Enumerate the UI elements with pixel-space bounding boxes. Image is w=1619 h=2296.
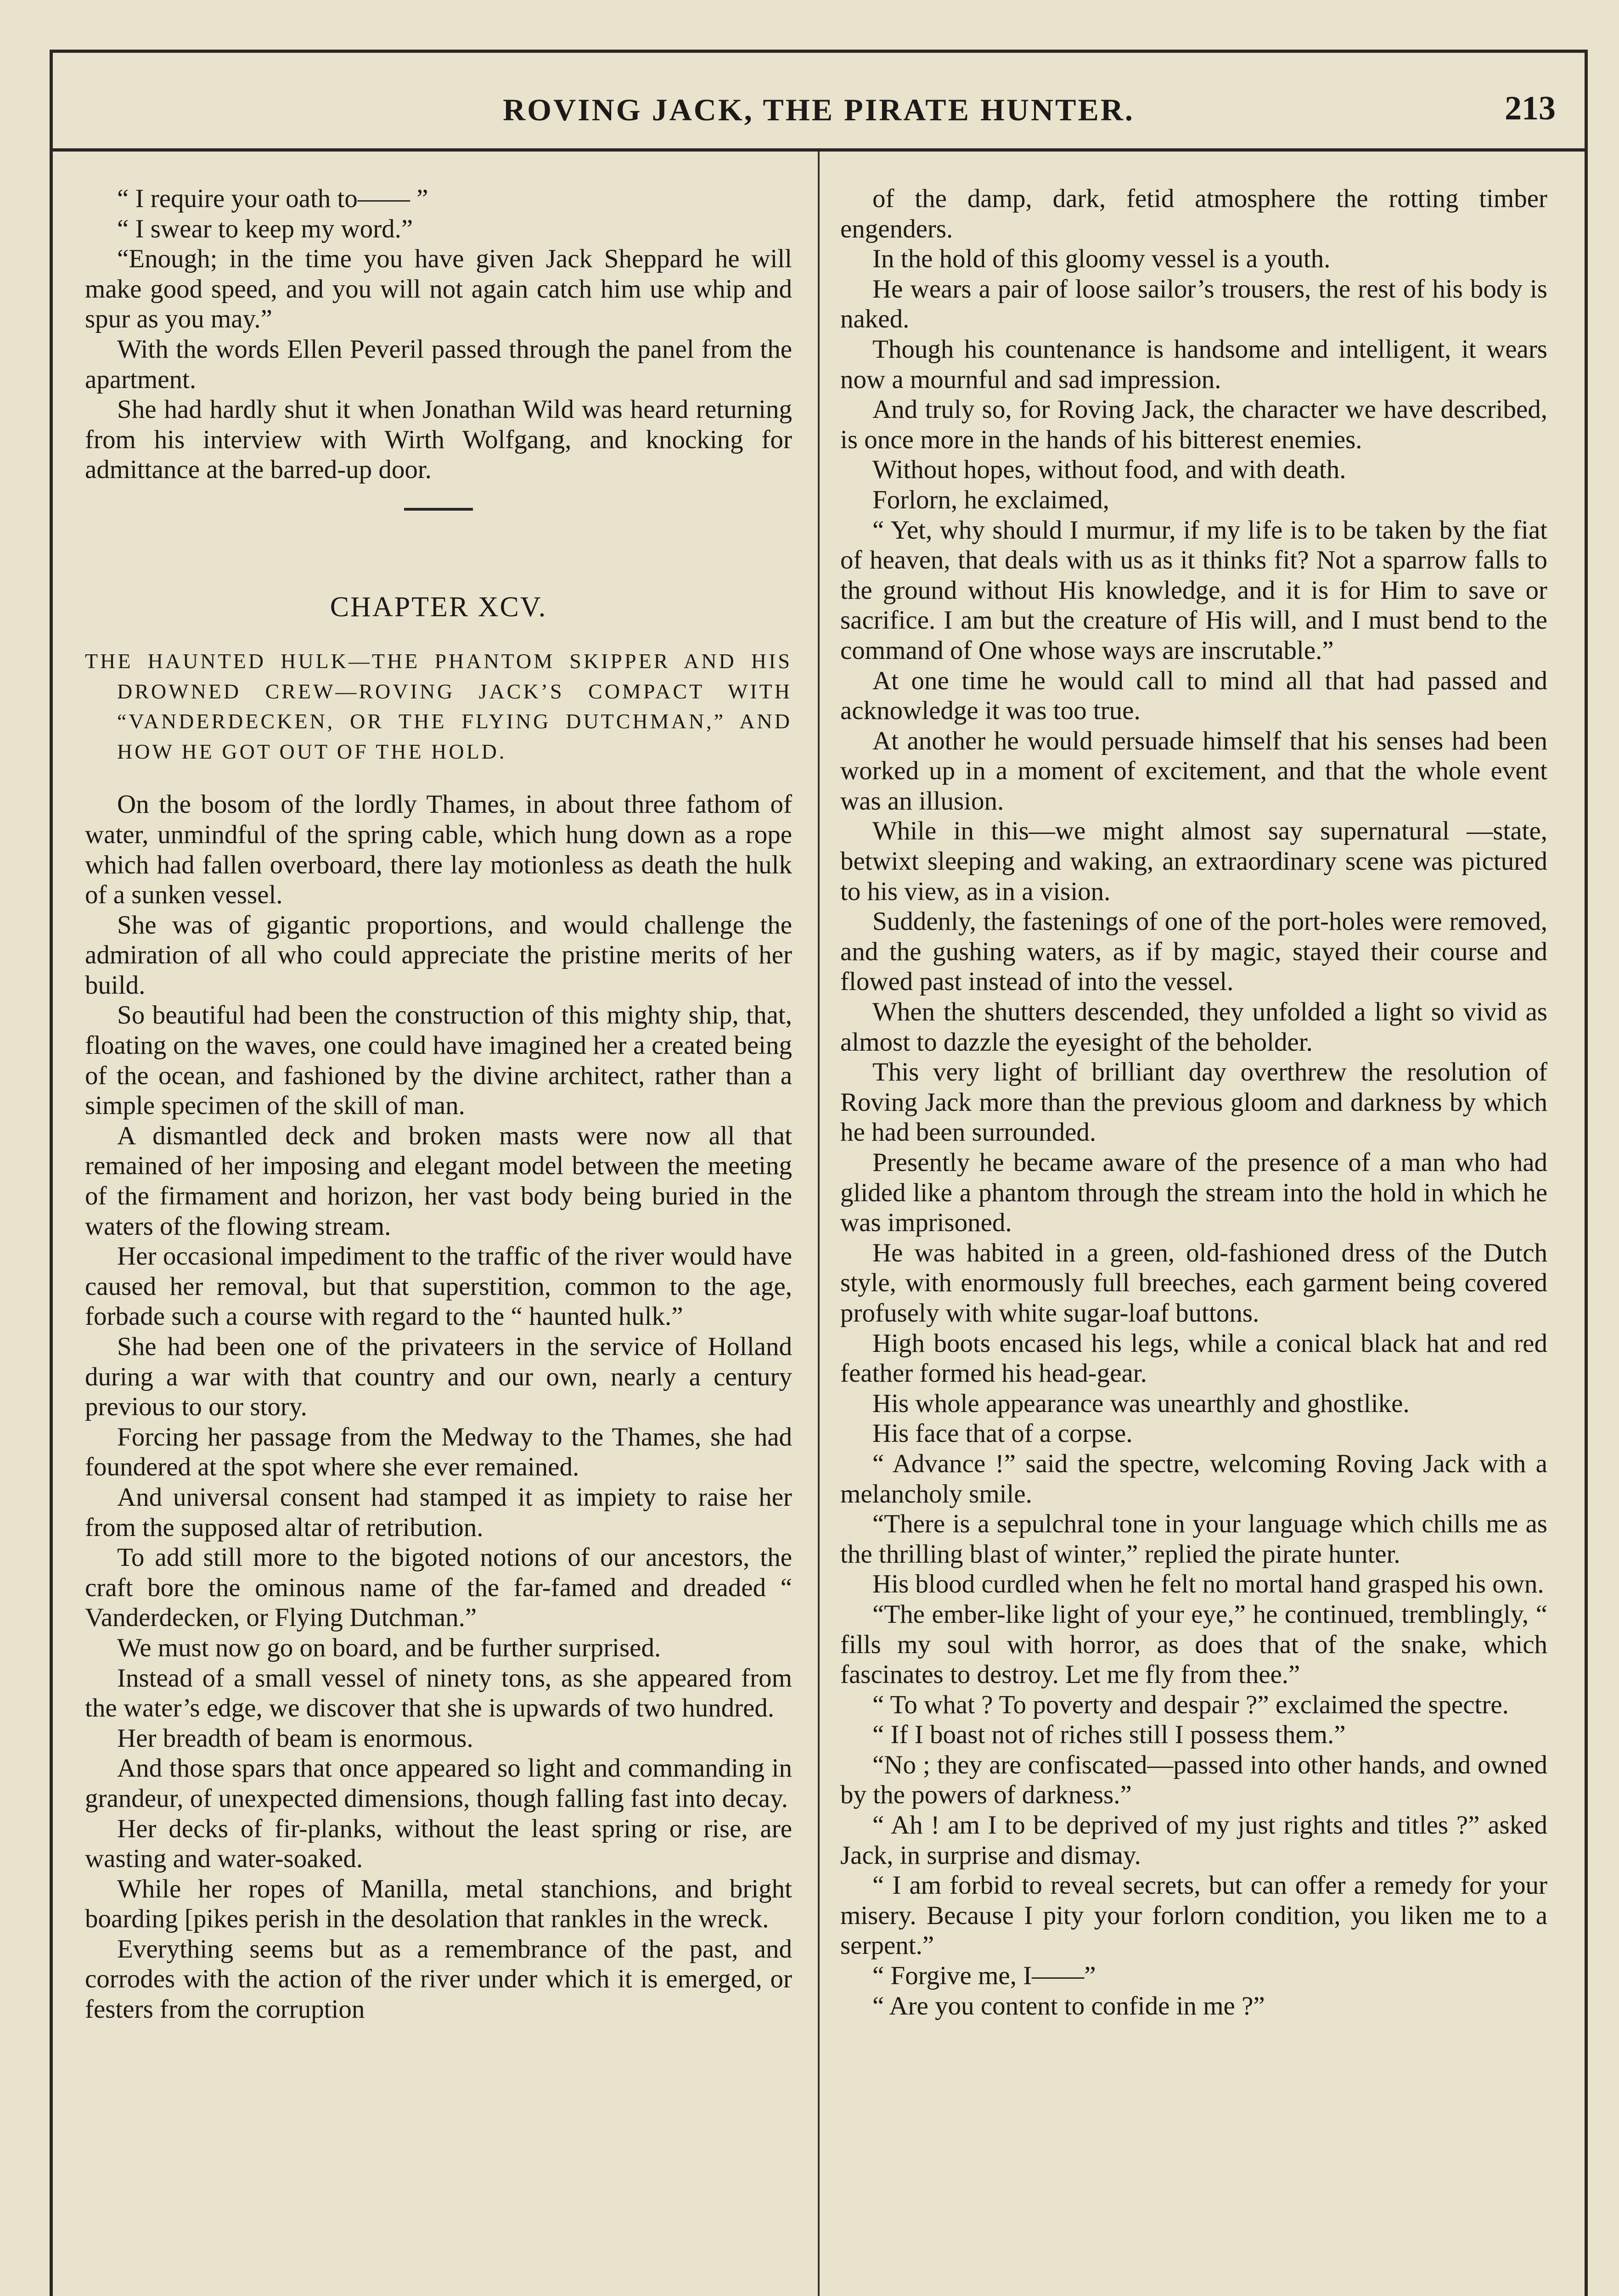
paragraph: “ To what ? To poverty and despair ?” exclaimed the spectre. <box>872 1690 1509 1719</box>
page-number: 213 <box>1505 90 1556 127</box>
paragraph: High boots encased his legs, while a conical black hat and red feather formed his head-gear. <box>840 1328 1547 1388</box>
paragraph: He wears a pair of loose sailor’s trousers, the rest of his body is naked. <box>840 274 1547 334</box>
paragraph: And universal consent had stamped it as impiety to raise her from the supposed altar of retribution. <box>85 1482 792 1542</box>
paragraph: And truly so, for Roving Jack, the character we have described, is once more in the hands of his bitterest enemies. <box>840 395 1547 454</box>
paragraph: This very light of brilliant day overthrew the resolution of Roving Jack more than the previous gloom and darkness by which he had been surrounded. <box>840 1058 1547 1147</box>
paragraph: When the shutters descended, they unfolded a light so vivid as almost to dazzle the eyesight of the beholder. <box>840 997 1547 1057</box>
paragraph: And those spars that once appeared so light and commanding in grandeur, of unexpected dimensions, though falling fast into decay. <box>85 1754 792 1813</box>
paragraph: To add still more to the bigoted notions of our ancestors, the craft bore the ominous name of the far-famed and dreaded “ Vanderdecken, or Flying Dutchman.” <box>85 1543 792 1632</box>
paragraph: “ Forgive me, I——” <box>872 1961 1096 1991</box>
paragraph: “ Advance !” said the spectre, welcoming Roving Jack with a melancholy smile. <box>840 1449 1547 1508</box>
paragraph: His face that of a corpse. <box>872 1419 1133 1448</box>
paragraph: He was habited in a green, old-fashioned dress of the Dutch style, with enormously full breeches, each garment being covered profusely with white sugar-loaf buttons. <box>840 1238 1547 1328</box>
paragraph: “ If I boast not of riches still I possess them.” <box>872 1720 1346 1750</box>
paragraph: “ I am forbid to reveal secrets, but can offer a remedy for your misery. Because I pity your forlorn condition, you liken me to a serpent.” <box>840 1871 1547 1960</box>
paragraph: We must now go on board, and be further surprised. <box>117 1633 661 1662</box>
paragraph: At another he would persuade himself that his senses had been worked up in a moment of excitement, and that the whole event was an illusion. <box>840 726 1547 816</box>
paragraph: She was of gigantic proportions, and would challenge the admiration of all who could appreciate the pristine merits of her build. <box>85 910 792 1000</box>
paragraph: In the hold of this gloomy vessel is a youth. <box>872 244 1331 274</box>
running-head <box>50 50 1588 153</box>
paragraph: Suddenly, the fastenings of one of the port-holes were removed, and the gushing waters, as if by magic, stayed their course and flowed past instead of into the vessel. <box>840 907 1547 996</box>
running-title: ROVING JACK, THE PIRATE HUNTER. <box>503 92 1135 127</box>
paragraph: Her breadth of beam is enormous. <box>117 1723 473 1753</box>
paragraph: She had been one of the privateers in the service of Holland during a war with that country and our own, nearly a century previous to our story. <box>85 1332 792 1422</box>
paragraph: “ I swear to keep my word.” <box>117 214 413 243</box>
paragraph: “The ember-like light of your eye,” he continued, tremblingly, “ fills my soul with horror, as does that of the snake, which fascinates to destroy. Let me fly from thee.” <box>840 1599 1547 1689</box>
paragraph: Presently he became aware of the presence of a man who had glided like a phantom through the stream into the hold in which he was imprisoned. <box>840 1148 1547 1238</box>
paragraph: At one time he would call to mind all that had passed and acknowledge it was too true. <box>840 666 1547 726</box>
paragraph: Her occasional impediment to the traffic of the river would have caused her removal, but that superstition, common to the age, forbade such a course with regard to the “ haunted hulk.” <box>85 1242 792 1331</box>
paragraph: “ Ah ! am I to be deprived of my just rights and titles ?” asked Jack, in surprise and dismay. <box>840 1811 1547 1870</box>
header-rule <box>50 148 1588 152</box>
paragraph: Forcing her passage from the Medway to the Thames, she had foundered at the spot where she ever remained. <box>85 1422 792 1482</box>
paragraph: While in this—we might almost say supernatural —state, betwixt sleeping and waking, an extraordinary scene was pictured to his view, as in a vision. <box>840 816 1547 906</box>
paragraph: “Enough; in the time you have given Jack Sheppard he will make good speed, and you will not again catch him use whip and spur as you may.” <box>85 244 792 334</box>
paragraph: of the damp, dark, fetid atmosphere the rotting timber engenders. <box>840 184 1547 243</box>
scene-break-rule <box>404 508 473 511</box>
paragraph: With the words Ellen Peveril passed through the panel from the apartment. <box>85 334 792 394</box>
left-paragraphs-after <box>85 789 792 2024</box>
paragraph: Forlorn, he exclaimed, <box>872 485 1110 514</box>
paragraph: “There is a sepulchral tone in your language which chills me as the thrilling blast of winter,” replied the pirate hunter. <box>840 1509 1547 1569</box>
paragraph: His whole appearance was unearthly and ghostlike. <box>872 1389 1410 1418</box>
paragraph: Her decks of fir-planks, without the least spring or rise, are wasting and water-soaked. <box>85 1814 792 1874</box>
left-paragraphs-before <box>85 184 792 485</box>
paragraph: Without hopes, without food, and with death. <box>872 455 1346 484</box>
paragraph: So beautiful had been the construction of this mighty ship, that, floating on the waves, one could have imagined her a created being of the ocean, and fashioned by the divine architect, rather than a simple specimen of the skill of man. <box>85 1001 792 1120</box>
paragraph: While her ropes of Manilla, metal stanchions, and bright boarding [pikes perish in the desolation that rankles in the wreck. <box>85 1874 792 1934</box>
paragraph: Instead of a small vessel of ninety tons, as she appeared from the water’s edge, we discover that she is upwards of two hundred. <box>85 1663 792 1723</box>
paragraph: “No ; they are confiscated—passed into other hands, and owned by the powers of darkness.” <box>840 1750 1547 1810</box>
right-column <box>840 184 1547 2021</box>
paragraph: On the bosom of the lordly Thames, in about three fathom of water, unmindful of the spring cable, which hung down as a rope which had fallen overboard, there lay motionless as death the hulk of a sunken vessel. <box>85 790 792 910</box>
chapter-title: CHAPTER XCV. <box>330 591 547 623</box>
chapter-summary-text: THE HAUNTED HULK—THE PHANTOM SKIPPER AND HIS DROWNED CREW—ROVING JACK’S COMPACT WITH “VANDERDECKEN, OR THE FLYING DUTCHMAN,” AND HOW HE GOT OUT OF THE HOLD. <box>85 649 792 763</box>
chapter-summary <box>85 646 792 766</box>
left-column <box>85 184 792 2025</box>
paragraph: “ I require your oath to—— ” <box>117 184 428 213</box>
paragraph: Everything seems but as a remembrance of the past, and corrodes with the action of the river under which it is emerged, or festers from the corruption <box>85 1934 792 2024</box>
paragraph: Though his countenance is handsome and intelligent, it wears now a mournful and sad impression. <box>840 334 1547 394</box>
right-paragraphs <box>840 184 1547 2021</box>
paragraph: A dismantled deck and broken masts were now all that remained of her imposing and elegant model between the meeting of the firmament and horizon, her vast body being buried in the waters of the flowing stream. <box>85 1121 792 1241</box>
paragraph: His blood curdled when he felt no mortal hand grasped his own. <box>872 1570 1544 1599</box>
paragraph: “ Yet, why should I murmur, if my life is to be taken by the fiat of heaven, that deals with us as it thinks fit? Not a sparrow falls to the ground without His knowledge, and it is for Him to save or sacrifice. I am but the creature of His will, and I must bend to the command of One whose ways are inscrutable.” <box>840 515 1547 665</box>
column-divider <box>818 152 820 2296</box>
paragraph: She had hardly shut it when Jonathan Wild was heard returning from his interview with Wirth Wolfgang, and knocking for admittance at the barred-up door. <box>85 395 792 484</box>
paragraph: “ Are you content to confide in me ?” <box>872 1991 1265 2020</box>
